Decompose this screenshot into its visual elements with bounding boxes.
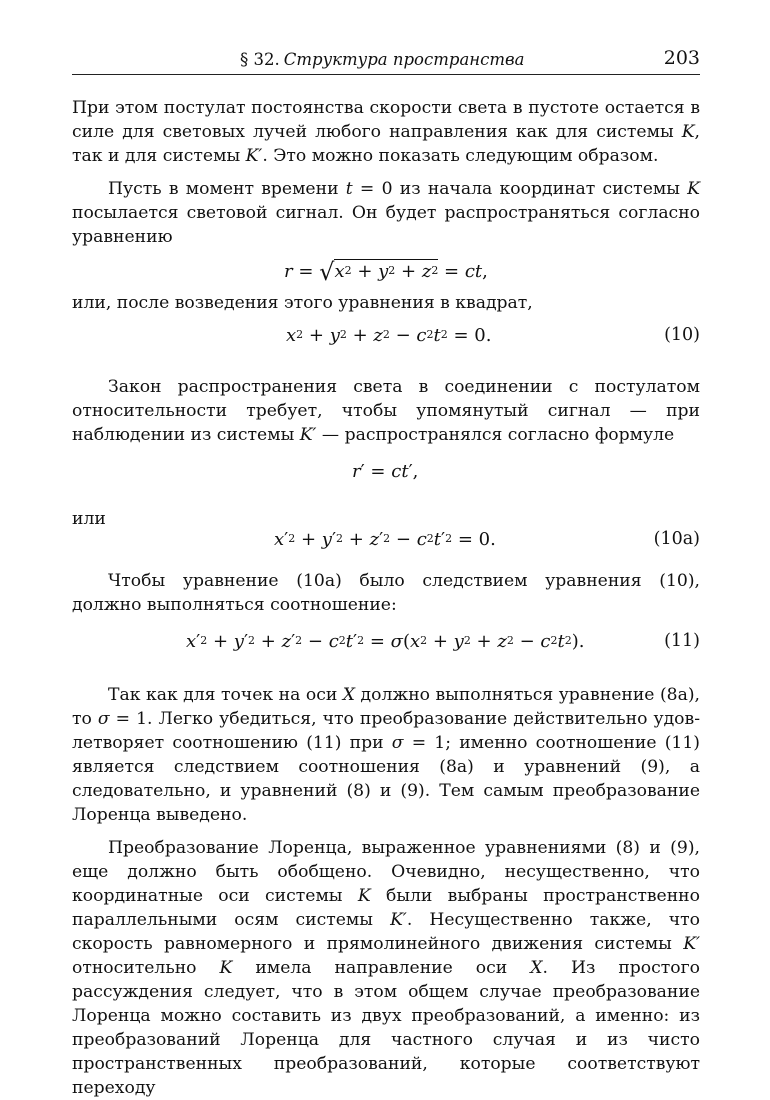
paragraph-2: Пусть в момент времени t = 0 из начала координат системы K посылается световой сигнал. Он будет распространяться согласно уравнению [72,179,700,247]
page-number: 203 [663,47,700,69]
section-number: § 32. [240,50,280,69]
paragraph-4: Закон распространения света в соединении с постулатом относительности требует, чтобы упомянутый сигнал — при наблюдении из системы K′ — распространялся согласно формуле [72,377,700,445]
equation-number: (10a) [653,529,700,549]
equation-r-prime: r′ = ct′, [352,461,419,482]
equation-11: $x'^2 + y'^2 + z'^2 - c^2t'^2 = \sigma(x^2 + y^2 + z^2 - c^2t^2)$. (11) [186,631,700,652]
paragraph-7: Преобразование Лоренца, выраженное уравнениями (8) и (9), еще должно быть обобщено. Очевидно, несущественно, что координатные оси системы K были выбраны пространственно параллельными осям системы K′. Несущественно также, что скорость равномерного и прямолинейного движения системы K′ относительно K имела направление оси X. Из простого рассуждения следует, что в этом общем случае преобразование Лоренца можно составить из двух преобразований, а именно: из преобразований Лоренца для частного случая и из чисто пространственных преобразований, которые соответствуют переходу [72,838,700,1098]
paragraph-5: Чтобы уравнение (10a) было следствием уравнения (10), должно выполняться соотношение: [72,571,700,615]
section-title: Структура пространства [283,50,525,69]
paragraph-3: или, после возведения этого уравнения в квадрат, [72,293,533,313]
page-body [72,96,700,1100]
paragraph-6: Так как для точек на оси X должно выполняться уравнение (8a), то σ = 1. Легко убедиться, что преобразование действительно удовлетворяет соотношению (11) при σ = 1; именно соотношение (11) является следствием соотношения (8a) и уравнений (9), а следовательно, и уравнений (8) и (9). Тем самым преобразование Лоренца выведено. [72,685,700,825]
or-label: или [72,509,106,529]
equation-r: $r = √x^2 + y^2 + z^2$ = ct, [284,258,488,286]
equation-10a: или $x'^2 + y'^2 + z'^2 - c^2t'^2 = 0$. (10a) [72,509,700,550]
equation-10: $x^2 + y^2 + z^2 - c^2t^2 = 0$. (10) [286,325,700,346]
equation-number: (11) [664,631,700,651]
book-page [72,0,700,1100]
header-title [240,50,524,69]
paragraph-1: При этом постулат постоянства скорости света в пустоте остается в силе для световых лучей любого направления как для системы K, так и для системы K′. Это можно показать следующим образом. [72,98,700,166]
running-header [72,44,700,75]
equation-number: (10) [664,325,700,345]
